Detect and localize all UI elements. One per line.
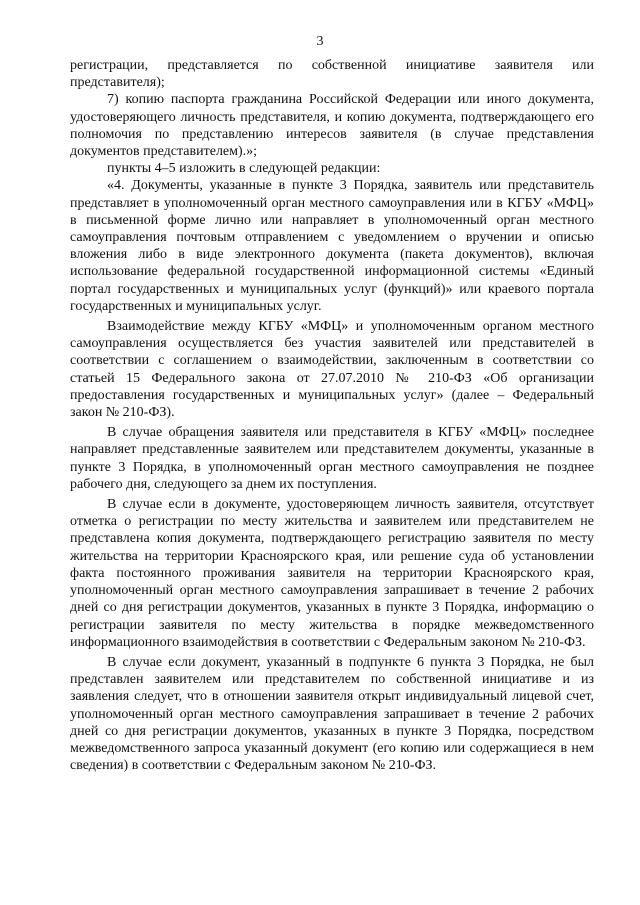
page-number: 3 (316, 34, 324, 49)
paragraph-item-7: 7) копию паспорта гражданина Российской Федерации или иного документа, удостоверяющего личность представителя, и копию документа, подтверждающего его полномочия по представлению интересов заявителя (в случае представления документов представителем).»; (70, 92, 594, 160)
paragraph-mfc-transfer: В случае обращения заявителя или представителя в КГБУ «МФЦ» последнее направляет представленные заявителем или представителем документы, указанные в пункте 3 Порядка, в уполномоченный орган местного самоуправления не позднее рабочего дня, следующего за днем их поступления. (70, 425, 594, 492)
paragraph-account-request: В случае если документ, указанный в подпункте 6 пункта 3 Порядка, не был представлен заявителем или представителем по собственной инициативе и из заявления следует, что в отношении заявителя открыт индивидуальный лицевой счет, уполномоченный орган местного самоуправления запрашивает в течение 2 рабочих дней со дня регистрации документов, указанных в пункте 3 Порядка, посредством межведомственного запроса указанный документ (его копию или содержащиеся в нем сведения) в соответствии с Федеральным законом № 210-ФЗ. (70, 654, 594, 774)
paragraph-interaction: Взаимодействие между КГБУ «МФЦ» и уполномоченным органом местного самоуправления осуществляется без участия заявителей или представителей в соответствии с соглашением о взаимодействии, заключенным в соответствии со статьей 15 Федерального закона от 27.07.2010 № 210-ФЗ «Об организации предоставления государственных и муниципальных услуг» (далее – Федеральный закон № 210-ФЗ). (70, 319, 594, 421)
paragraph-amendment-intro: пункты 4–5 изложить в следующей редакции: (107, 161, 381, 177)
document-body (70, 57, 594, 774)
paragraph-continuation: регистрации, представляется по собственной инициативе заявителя или представителя); (70, 58, 594, 91)
paragraph-clause-4: «4. Документы, указанные в пункте 3 Порядка, заявитель или представитель представляет в уполномоченный орган местного самоуправления или в КГБУ «МФЦ» в письменной форме лично или направляет в уполномоченный орган местного самоуправления почтовым отправлением с уведомлением о вручении и описью вложения либо в виде электронного документа (пакета документов), включая использование федеральной государственной информационной системы «Единый портал государственных и муниципальных услуг (функций)» или краевого портала государственных и муниципальных услуг. (70, 178, 594, 314)
paragraph-registration-request: В случае если в документе, удостоверяющем личность заявителя, отсутствует отметка о регистрации по месту жительства и заявителем или представителем не представлена копия документа, подтверждающего регистрацию заявителя по месту жительства на территории Красноярского края, или решение суда об установлении факта постоянного проживания заявителя на территории Красноярского края, уполномоченный орган местного самоуправления запрашивает в течение 2 рабочих дней со дня регистрации документов, указанных в пункте 3 Порядка, информацию о регистрации заявителя по месту жительства в порядке межведомственного информационного взаимодействия в соответствии с Федеральным законом № 210-ФЗ. (70, 497, 594, 650)
